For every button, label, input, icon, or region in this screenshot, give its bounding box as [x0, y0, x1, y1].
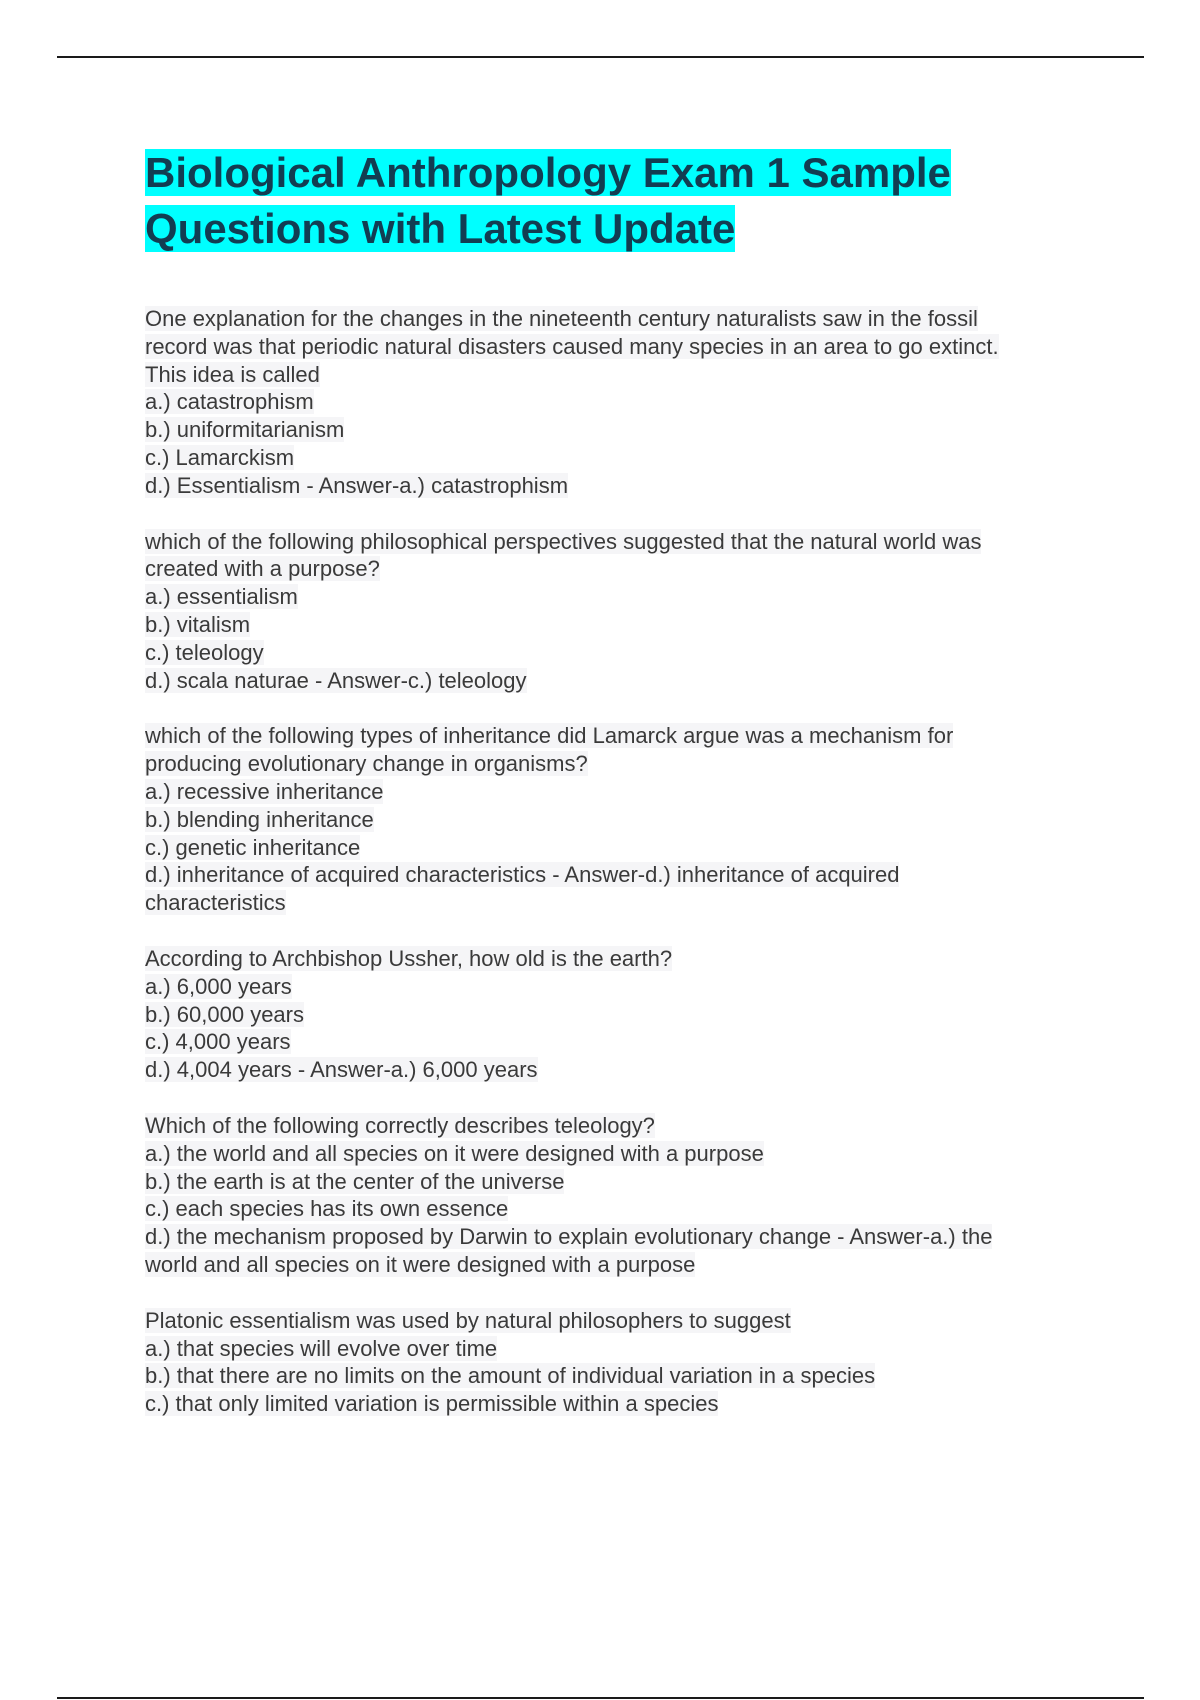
question-line-text: d.) the mechanism proposed by Darwin to explain evolutionary change - Answer-a.) the [145, 1224, 993, 1250]
question-line [145, 945, 1085, 973]
question-line [145, 806, 1085, 834]
question-line-text: c.) genetic inheritance [145, 834, 361, 860]
question-line [145, 861, 1085, 889]
question-line [145, 583, 1085, 611]
question-line-text: c.) teleology [145, 639, 264, 665]
question-line-text: world and all species on it were designed with a purpose [145, 1251, 696, 1277]
title-line-1: Biological Anthropology Exam 1 Sample [145, 149, 951, 196]
question-line-text: c.) Lamarckism [145, 444, 295, 470]
question-line [145, 1390, 1085, 1418]
question-line [145, 1028, 1085, 1056]
question-line-text: a.) the world and all species on it were designed with a purpose [145, 1140, 764, 1166]
question-line [145, 1140, 1085, 1168]
question-line-text: b.) uniformitarianism [145, 417, 345, 443]
question-line-text: Which of the following correctly describes teleology? [145, 1112, 655, 1138]
question-line-text: d.) 4,004 years - Answer-a.) 6,000 years [145, 1057, 538, 1083]
bottom-rule [57, 1697, 1144, 1699]
question-line [145, 388, 1085, 416]
question-line [145, 1001, 1085, 1029]
title-line-2: Questions with Latest Update [145, 205, 736, 252]
question-line [145, 528, 1085, 556]
question-line-text: b.) 60,000 years [145, 1001, 304, 1027]
question-line [145, 333, 1085, 361]
question-line-text: which of the following philosophical perspectives suggested that the natural world was [145, 528, 982, 554]
question-line-text: d.) inheritance of acquired characteristics - Answer-d.) inheritance of acquired [145, 862, 900, 888]
question-line [145, 1168, 1085, 1196]
question-line-text: a.) essentialism [145, 584, 298, 610]
question-line-text: d.) Essentialism - Answer-a.) catastrophism [145, 472, 569, 498]
question-line [145, 472, 1085, 500]
question-line-text: b.) that there are no limits on the amount of individual variation in a species [145, 1363, 876, 1389]
document-title [145, 145, 1085, 257]
question-line [145, 1362, 1085, 1390]
question-line [145, 1251, 1085, 1279]
question-line [145, 361, 1085, 389]
question-line [145, 973, 1085, 1001]
question-line-text: which of the following types of inheritance did Lamarck argue was a mechanism for [145, 723, 954, 749]
question-block [145, 722, 1085, 917]
question-line-text: According to Archbishop Ussher, how old is the earth? [145, 945, 673, 971]
question-line-text: characteristics [145, 890, 286, 916]
top-rule [57, 56, 1144, 58]
question-line-text: record was that periodic natural disasters caused many species in an area to go extinct. [145, 333, 999, 359]
question-line [145, 305, 1085, 333]
question-line-text: One explanation for the changes in the nineteenth century naturalists saw in the fossil [145, 306, 978, 331]
question-list [145, 305, 1085, 1418]
question-line [145, 1195, 1085, 1223]
question-line-text: d.) scala naturae - Answer-c.) teleology [145, 667, 527, 693]
question-block [145, 528, 1085, 695]
question-line [145, 667, 1085, 695]
question-line-text: a.) that species will evolve over time [145, 1335, 498, 1361]
question-line [145, 416, 1085, 444]
question-line [145, 444, 1085, 472]
question-line-text: producing evolutionary change in organisms? [145, 751, 588, 777]
question-line [145, 1307, 1085, 1335]
question-line [145, 722, 1085, 750]
page-content [145, 145, 1085, 1446]
question-line-text: c.) 4,000 years [145, 1029, 291, 1055]
question-line [145, 750, 1085, 778]
question-line-text: b.) blending inheritance [145, 806, 374, 832]
question-line [145, 1335, 1085, 1363]
question-line-text: b.) the earth is at the center of the universe [145, 1168, 565, 1194]
question-line-text: This idea is called [145, 361, 320, 387]
question-line [145, 555, 1085, 583]
question-block [145, 1112, 1085, 1279]
question-line [145, 1223, 1085, 1251]
question-line [145, 889, 1085, 917]
question-block [145, 1307, 1085, 1418]
question-line-text: a.) recessive inheritance [145, 778, 384, 804]
question-line-text: a.) 6,000 years [145, 973, 292, 999]
question-block [145, 305, 1085, 500]
question-line [145, 834, 1085, 862]
question-block [145, 945, 1085, 1084]
question-line-text: Platonic essentialism was used by natural philosophers to suggest [145, 1307, 791, 1333]
question-line-text: c.) each species has its own essence [145, 1196, 509, 1222]
question-line [145, 611, 1085, 639]
question-line-text: created with a purpose? [145, 556, 380, 582]
question-line-text: c.) that only limited variation is permissible within a species [145, 1391, 719, 1417]
question-line [145, 778, 1085, 806]
question-line [145, 1056, 1085, 1084]
question-line-text: a.) catastrophism [145, 389, 314, 415]
question-line [145, 639, 1085, 667]
question-line [145, 1112, 1085, 1140]
question-line-text: b.) vitalism [145, 611, 251, 637]
